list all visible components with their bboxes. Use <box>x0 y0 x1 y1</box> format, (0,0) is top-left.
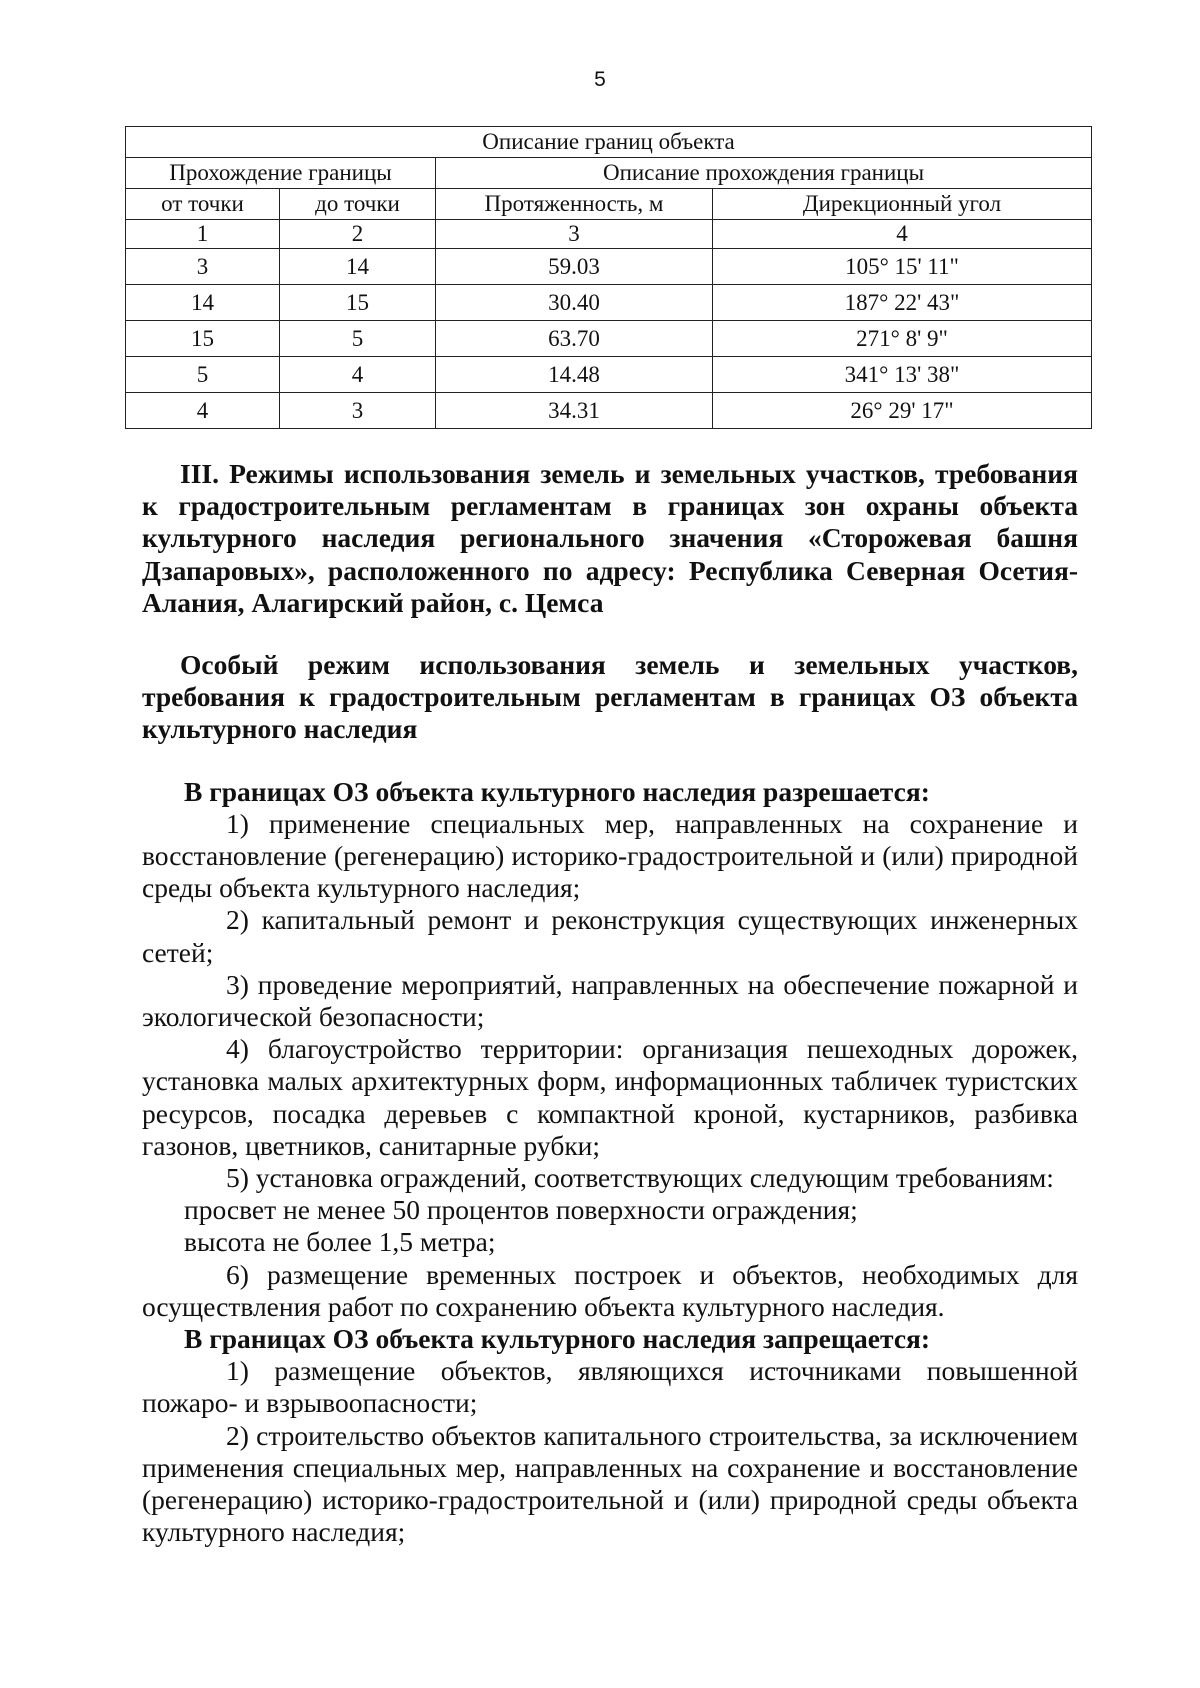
item-number: 5) <box>226 1162 249 1194</box>
fence-requirement: высота не более 1,5 метра; <box>184 1226 496 1258</box>
cell-length: 34.31 <box>436 393 713 429</box>
list-item <box>142 969 1078 1033</box>
cell-to-point: 5 <box>280 321 436 357</box>
cell-from-point: 14 <box>126 285 280 321</box>
item-text: благоустройство территории: организация пешеходных дорожек, установка малых архитектурных форм, информационных табличек туристских ресурсов, посадка деревьев с компактной кроной, кустарников, разбивка газонов, цветников, санитарные рубки; <box>142 1033 1078 1161</box>
item-text: капитальный ремонт и реконструкция существующих инженерных сетей; <box>142 904 1078 968</box>
allowed-heading: В границах ОЗ объекта культурного наследия разрешается: <box>184 775 930 807</box>
table-row <box>126 249 1092 285</box>
list-item <box>142 1420 1078 1549</box>
column-header-to-point: до точки <box>280 189 436 220</box>
column-number: 4 <box>713 220 1092 249</box>
cell-length: 14.48 <box>436 357 713 393</box>
item-text: установка ограждений, соответствующих следующим требованиям: <box>255 1162 1054 1194</box>
item-text: применение специальных мер, направленных на сохранение и восстановление (регенерацию) историко-градостроительной и (или) природной среды объекта культурного наследия; <box>142 807 1078 904</box>
item-number: 1) <box>226 1355 249 1387</box>
column-header-length: Протяженность, м <box>436 189 713 220</box>
cell-direction-angle: 341° 13' 38" <box>713 357 1092 393</box>
list-item <box>142 1162 1078 1194</box>
cell-length: 59.03 <box>436 249 713 285</box>
list-item <box>142 1033 1078 1162</box>
table-title: Описание границ объекта <box>126 127 1092 158</box>
item-number: 3) <box>226 968 249 1000</box>
cell-to-point: 3 <box>280 393 436 429</box>
cell-to-point: 15 <box>280 285 436 321</box>
item-number: 2) <box>226 1419 249 1451</box>
column-number: 1 <box>126 220 280 249</box>
column-number: 2 <box>280 220 436 249</box>
table-title-row <box>126 127 1092 158</box>
prohibited-heading: В границах ОЗ объекта культурного наследия запрещается: <box>184 1323 931 1355</box>
list-item <box>142 808 1078 905</box>
item-text: строительство объектов капитального строительства, за исключением применения специальных мер, направленных на сохранение и восстановление (регенерацию) историко-градостроительной и (или) природной среды объекта культурного наследия; <box>142 1419 1078 1548</box>
table-column-number-row <box>126 220 1092 249</box>
boundary-table <box>125 126 1092 429</box>
group-header-route: Прохождение границы <box>126 158 436 189</box>
item-number: 4) <box>226 1033 249 1065</box>
table-row <box>126 285 1092 321</box>
cell-from-point: 3 <box>126 249 280 285</box>
subsection-heading: Особый режим использования земель и земельных участков, требования к градостроительным регламентам в границах ОЗ объекта культурного наследия <box>142 649 1078 745</box>
list-item <box>142 1355 1078 1419</box>
cell-from-point: 4 <box>126 393 280 429</box>
fence-requirement: просвет не менее 50 процентов поверхности ограждения; <box>184 1194 858 1226</box>
cell-direction-angle: 271° 8' 9" <box>713 321 1092 357</box>
cell-from-point: 15 <box>126 321 280 357</box>
item-number: 6) <box>226 1258 249 1290</box>
item-text: проведение мероприятий, направленных на обеспечение пожарной и экологической безопасности; <box>142 968 1078 1033</box>
column-number: 3 <box>436 220 713 249</box>
table-row <box>126 393 1092 429</box>
document-body <box>142 458 1078 1549</box>
table-group-row <box>126 158 1092 189</box>
cell-from-point: 5 <box>126 357 280 393</box>
cell-length: 30.40 <box>436 285 713 321</box>
column-header-direction-angle: Дирекционный угол <box>713 189 1092 220</box>
cell-direction-angle: 187° 22' 43" <box>713 285 1092 321</box>
cell-direction-angle: 105° 15' 11" <box>713 249 1092 285</box>
section-heading: III. Режимы использования земель и земельных участков, требования к градостроительным регламентам в границах зон охраны объекта культурного наследия регионального значения «Сторожевая башня Дзапаровых», расположенного по адресу: Республика Северная Осетия-Алания, Алагирский район, с. Цемса <box>142 458 1078 618</box>
item-number: 2) <box>226 904 249 936</box>
group-header-description: Описание прохождения границы <box>436 158 1092 189</box>
cell-to-point: 4 <box>280 357 436 393</box>
cell-to-point: 14 <box>280 249 436 285</box>
cell-direction-angle: 26° 29' 17" <box>713 393 1092 429</box>
list-item <box>142 904 1078 968</box>
cell-length: 63.70 <box>436 321 713 357</box>
table-row <box>126 357 1092 393</box>
page-number: 5 <box>594 68 606 91</box>
item-text: размещение объектов, являющихся источниками повышенной пожаро- и взрывоопасности; <box>142 1355 1078 1419</box>
table-row <box>126 321 1092 357</box>
item-text: размещение временных построек и объектов, необходимых для осуществления работ по сохранению объекта культурного наследия. <box>142 1258 1079 1322</box>
column-header-from-point: от точки <box>126 189 280 220</box>
table-column-header-row <box>126 189 1092 220</box>
item-number: 1) <box>226 807 249 839</box>
list-item <box>142 1259 1078 1323</box>
